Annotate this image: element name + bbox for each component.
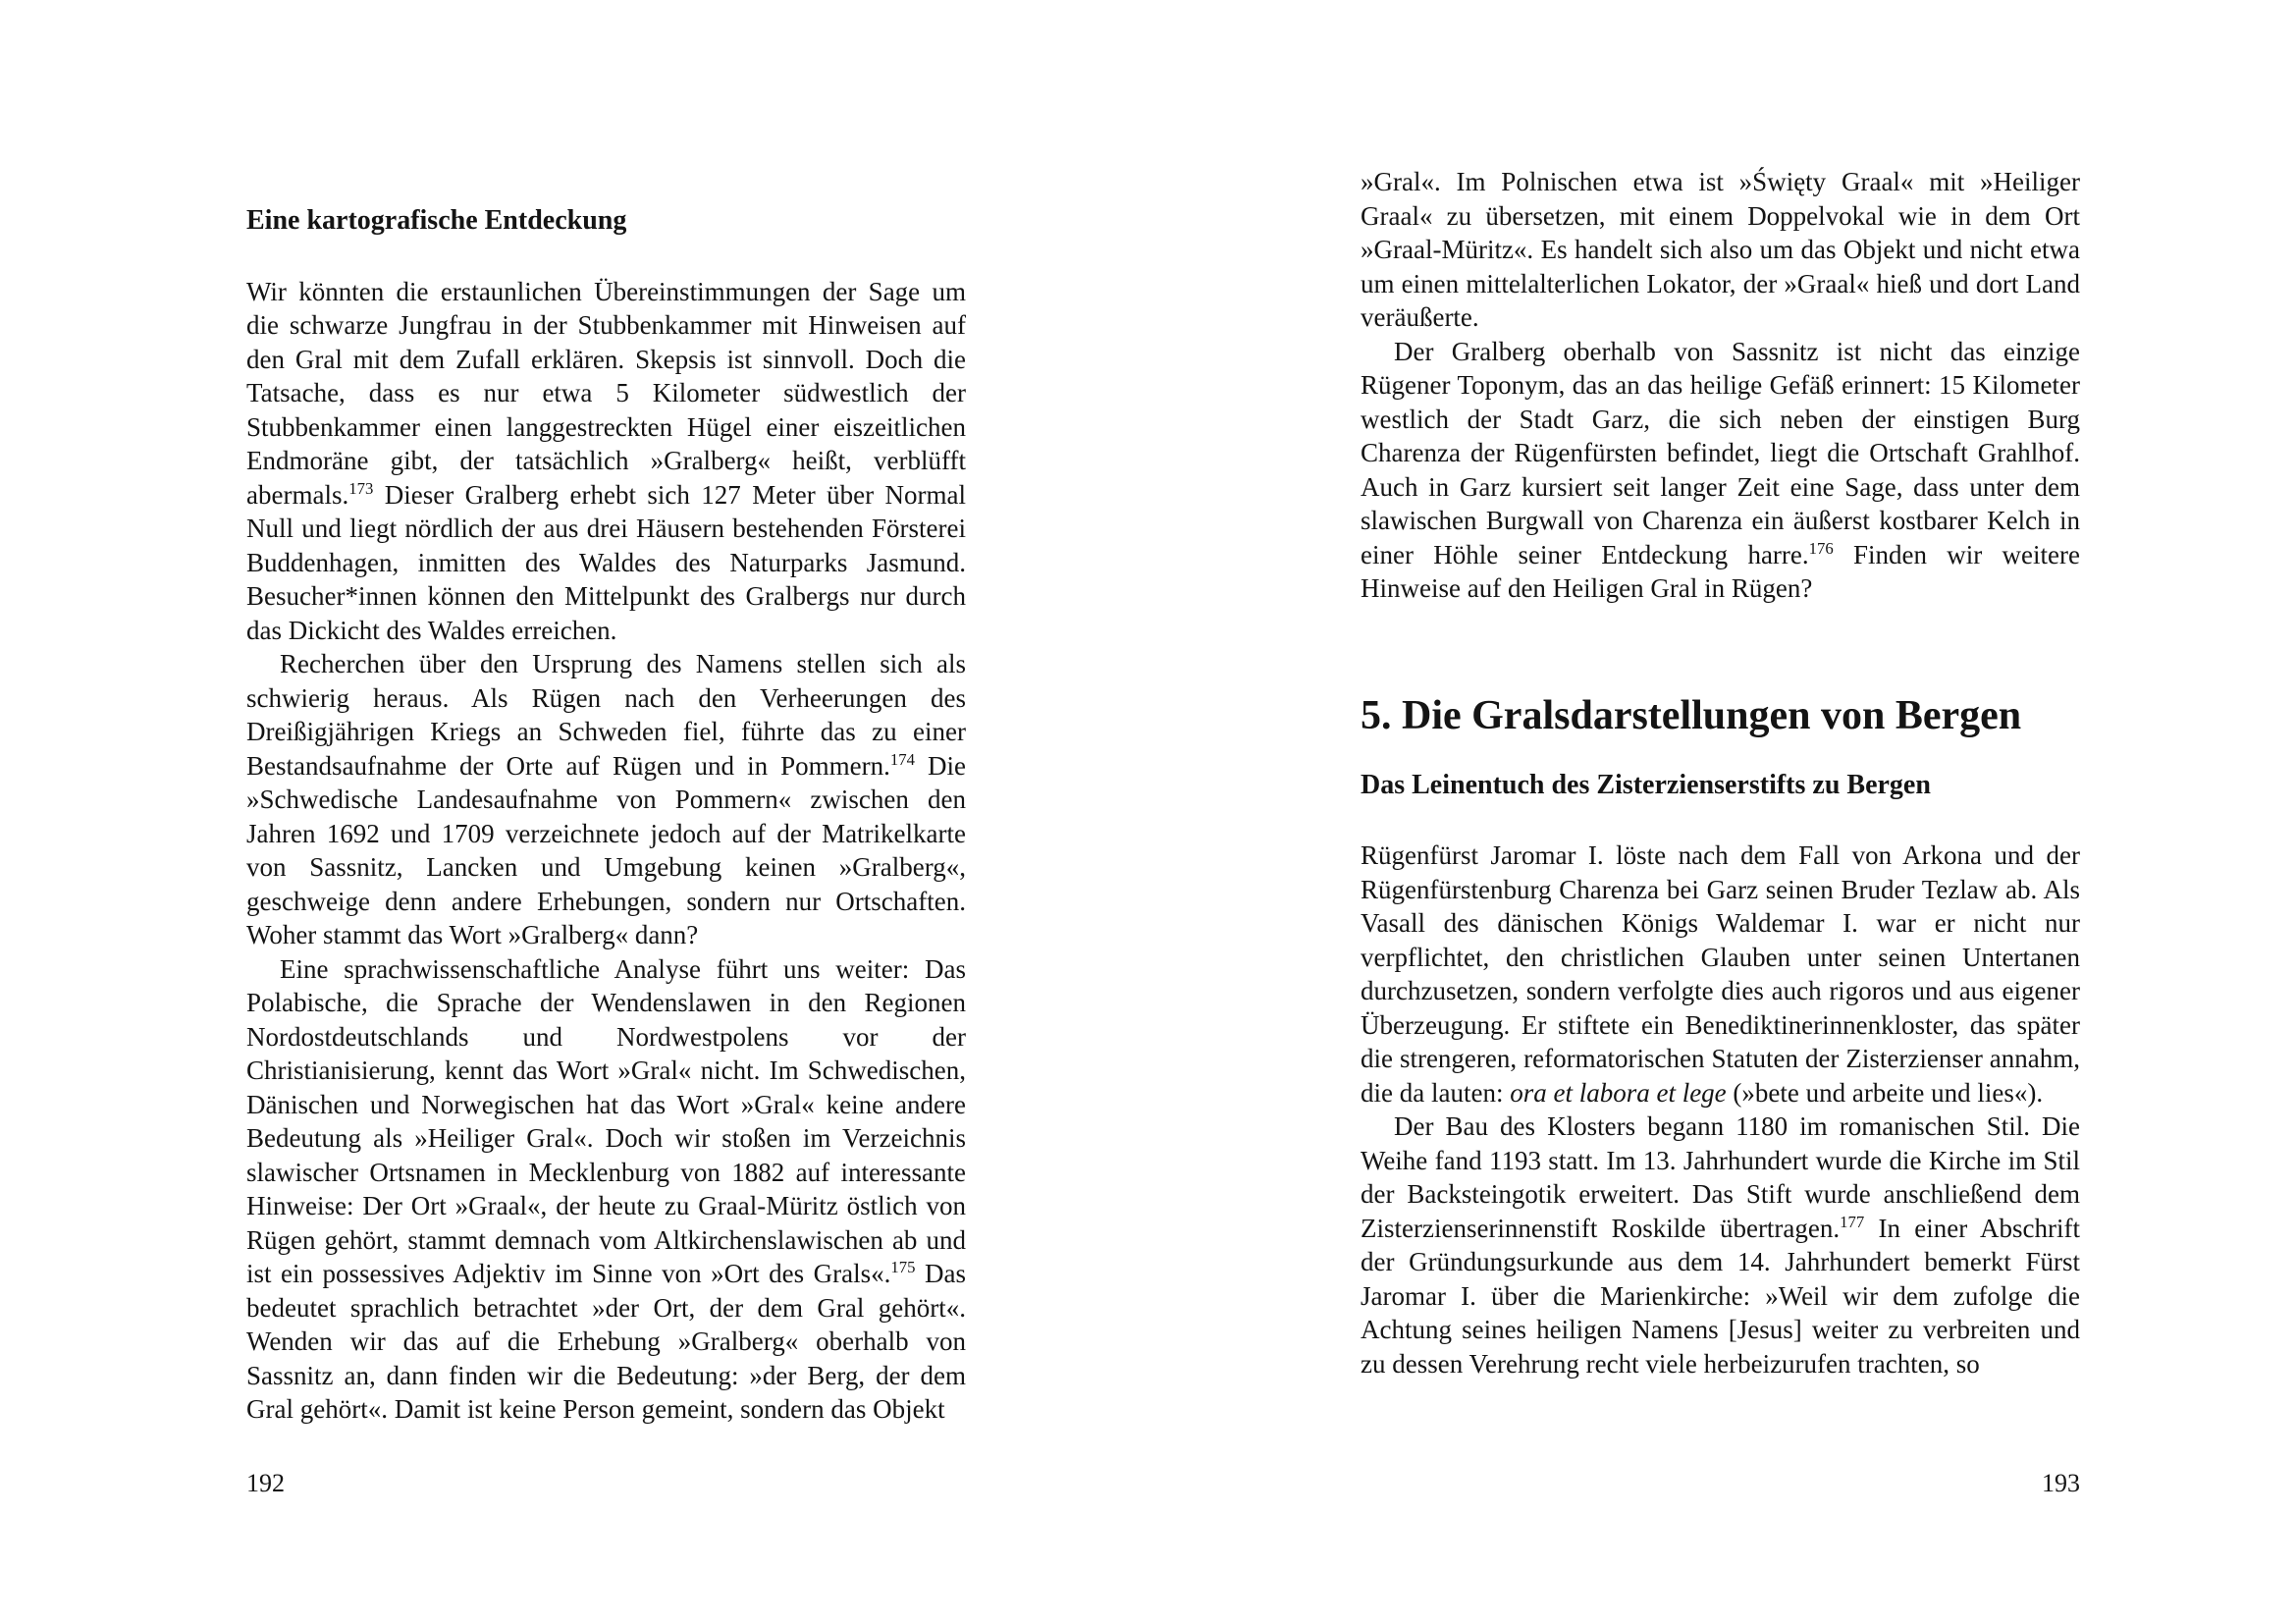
footnote-reference: 177 [1840,1212,1865,1231]
left-page-body [246,275,966,1427]
paragraph: »Gral«. Im Polnischen etwa ist »Święty Graal« mit »Heiliger Graal« zu übersetzen, mit einem Doppelvokal wie in dem Ort »Graal-Müritz«. Es handelt sich also um das Objekt und nicht etwa um einen mittelalterlichen Lokator, der »Graal« hieß und dort Land veräußerte. [1361,167,2080,332]
footnote-reference: 174 [889,749,915,769]
page-number-right: 193 [2042,1469,2080,1497]
right-page [1361,165,2080,1380]
left-page [246,204,966,1427]
subsection-heading: Das Leinentuch des Zisterzienserstifts zu Bergen [1361,769,1931,800]
italic-phrase: ora et labora et lege [1510,1077,1727,1108]
right-page-section-body [1361,839,2080,1380]
right-page-top-body [1361,165,2080,606]
page-number-left: 192 [246,1469,285,1497]
footnote-reference: 176 [1808,538,1834,558]
paragraph: Der Bau des Klosters begann 1180 im romanischen Stil. Die Weihe fand 1193 statt. Im 13. Jahrhundert wurde die Kirche im Stil der Backsteingotik erweitert. Das Stift wurde anschließend dem Zisterzienserinnenstift Roskilde übertragen.$^{177}$ In einer Abschrift der Gründungsurkunde aus dem 14. Jahrhundert bemerkt Fürst Jaromar I. über die Marienkirche: »Weil wir dem zufolge die Achtung seines heiligen Namens [Jesus] weiter zu verbreiten und zu dessen Verehrung recht viele herbeizurufen trachten, so [1361,1111,2081,1379]
footnote-reference: 175 [890,1258,916,1277]
paragraph: Rügenfürst Jaromar I. löste nach dem Fall von Arkona und der Rügenfürstenburg Charenza bei Garz seinen Bruder Tezlaw ab. Als Vasall des dänischen Königs Waldemar I. war er nicht nur verpflichtet, den christlichen Glauben unter seinen Untertanen durchzusetzen, sondern verfolgte dies auch rigoros und aus eigener Überzeugung. Er stiftete ein Benediktinerinnenkloster, das später die strengeren, reformatorischen Statuten der Zisterzienser annahm, die da lauten: ora et labora et lege (»bete und arbeite und lies«). [1361,840,2080,1108]
footnote-reference: 173 [348,478,374,498]
paragraph: Wir könnten die erstaunlichen Übereinstimmungen der Sage um die schwarze Jungfrau in der Stubbenkammer mit Hinweisen auf den Gral mit dem Zufall erklären. Skepsis ist sinnvoll. Doch die Tatsache, dass es nur etwa 5 Kilometer südwestlich der Stubbenkammer einen langgestreckten Hügel einer eiszeitlichen Endmoräne gibt, der tatsächlich »Gralberg« heißt, verblüfft abermals.$^{173}$ Dieser Gralberg erhebt sich 127 Meter über Normal Null und liegt nördlich der aus drei Häusern bestehenden Försterei Buddenhagen, inmitten des Waldes des Naturparks Jasmund. Besucher*innen können den Mittelpunkt des Gralbergs nur durch das Dickicht des Waldes erreichen. [246,276,966,645]
section-heading: Eine kartografische Entdeckung [246,205,627,236]
paragraph: Eine sprachwissenschaftliche Analyse führt uns weiter: Das Polabische, die Sprache der Wendenslawen in den Regionen Nordostdeutschlands und Nordwestpolens vor der Christianisierung, kennt das Wort »Gral« nicht. Im Schwedischen, Dänischen und Norwegischen hat das Wort »Gral« keine andere Bedeutung als »Heiliger Gral«. Doch wir stoßen im Verzeichnis slawischer Ortsnamen in Mecklenburg von 1882 auf interessante Hinweise: Der Ort »Graal«, der heute zu Graal-Müritz östlich von Rügen gehört, stammt demnach vom Altkirchenslawischen ab und ist ein possessives Adjektiv im Sinne von »Ort des Grals«.$^{175}$ Das bedeutet sprachlich betrachtet »der Ort, der dem Gral gehört«. Wenden wir das auf die Erhebung »Gralberg« oberhalb von Sassnitz an, dann finden wir die Bedeutung: »der Berg, der dem Gral gehört«. Damit ist keine Person gemeint, sondern das Objekt [246,953,966,1425]
chapter-heading: 5. Die Gralsdarstellungen von Bergen [1361,692,2022,738]
paragraph: Recherchen über den Ursprung des Namens stellen sich als schwierig heraus. Als Rügen nach den Verheerungen des Dreißigjährigen Kriegs an Schweden fiel, führte das zu einer Bestandsaufnahme der Orte auf Rügen und in Pommern.$^{174}$ Die »Schwedische Landesaufnahme von Pommern« zwischen den Jahren 1692 und 1709 verzeichnete jedoch auf der Matrikelkarte von Sassnitz, Lancken und Umgebung keinen »Gralberg«, geschweige denn andere Erhebungen, sondern nur Ortschaften. Woher stammt das Wort »Gralberg« dann? [246,649,967,950]
paragraph: Der Gralberg oberhalb von Sassnitz ist nicht das einzige Rügener Toponym, das an das heilige Gefäß erinnert: 15 Kilometer westlich der Stadt Garz, die sich neben der einstigen Burg Charenza der Rügenfürsten befindet, liegt die Ortschaft Grahlhof. Auch in Garz kursiert seit langer Zeit eine Sage, dass unter dem slawischen Burgwall von Charenza ein äußerst kostbarer Kelch in einer Höhle seiner Entdeckung harre.$^{176}$ Finden wir weitere Hinweise auf den Heiligen Gral in Rügen? [1361,336,2081,603]
